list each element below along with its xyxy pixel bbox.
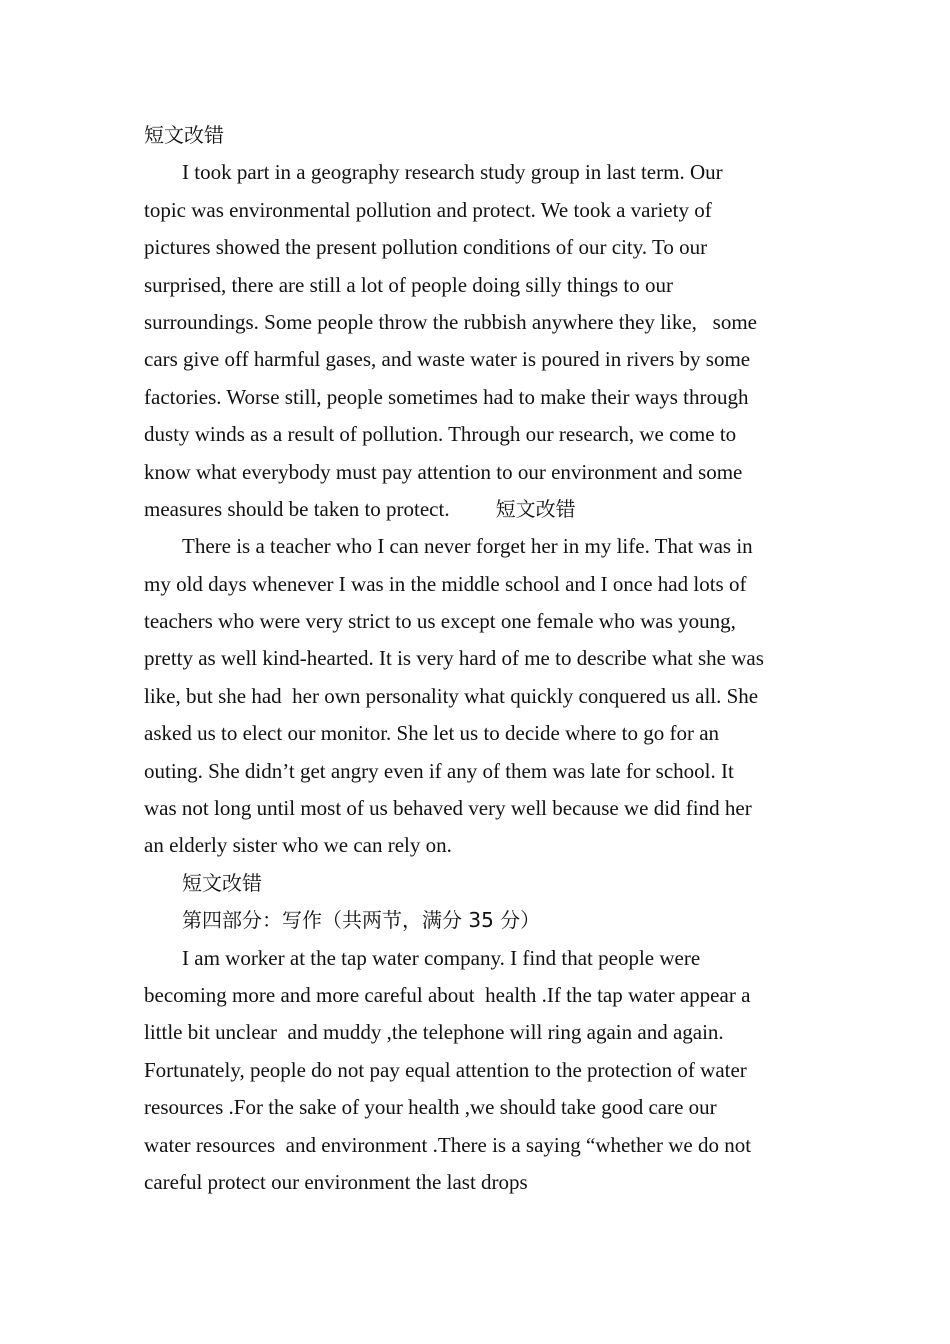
- text-line: asked us to elect our monitor. She let us to decide where to go for an: [144, 721, 720, 746]
- document-page: [144, 117, 806, 1201]
- text-line: careful protect our environment the last drops: [144, 1169, 528, 1194]
- text-line: little bit unclear and muddy ,the telephone will ring again and again.: [144, 1020, 724, 1045]
- text-line: my old days whenever I was in the middle school and I once had lots of: [144, 571, 747, 596]
- text-line: teachers who were very strict to us except one female who was young,: [144, 609, 736, 634]
- text-line: know what everybody must pay attention to our environment and some: [144, 459, 743, 484]
- text-line: measures should be taken to protect.: [144, 496, 450, 521]
- text-line: water resources and environment .There is a saying “whether we do not: [144, 1132, 752, 1157]
- text-line: There is a teacher who I can never forget her in my life. That was in: [182, 534, 753, 559]
- text-line: outing. She didn’t get angry even if any of them was late for school. It: [144, 758, 734, 783]
- text-line: an elderly sister who we can rely on.: [144, 833, 452, 858]
- text-line: pictures showed the present pollution conditions of our city. To our: [144, 235, 708, 260]
- text-line: was not long until most of us behaved very well because we did find her: [144, 796, 752, 821]
- text-line: cars give off harmful gases, and waste water is poured in rivers by some: [144, 347, 751, 372]
- text-line: Fortunately, people do not pay equal attention to the protection of water: [144, 1057, 747, 1082]
- text-line: I took part in a geography research study group in last term. Our: [182, 160, 723, 185]
- text-line: I am worker at the tap water company. I find that people were: [182, 945, 701, 970]
- inline-section-heading: 短文改错: [495, 496, 576, 521]
- text-line: factories. Worse still, people sometimes had to make their ways through: [144, 384, 749, 409]
- text-line: like, but she had her own personality what quickly conquered us all. She: [144, 683, 759, 708]
- text-line: surroundings. Some people throw the rubbish anywhere they like, some: [144, 309, 757, 334]
- text-line: dusty winds as a result of pollution. Through our research, we come to: [144, 422, 737, 447]
- section-heading: 短文改错: [182, 870, 262, 895]
- section-heading: 短文改错: [144, 123, 224, 147]
- text-line: becoming more and more careful about health .If the tap water appear a: [144, 982, 751, 1007]
- text-line: surprised, there are still a lot of people doing silly things to our: [144, 272, 673, 297]
- part-heading: 第四部分：写作（共两节，满分 35 分）: [182, 908, 541, 933]
- text-line: pretty as well kind-hearted. It is very hard of me to describe what she was: [144, 646, 764, 671]
- text-line-with-heading: [144, 491, 806, 528]
- text-line: topic was environmental pollution and protect. We took a variety of: [144, 197, 712, 222]
- text-line: resources .For the sake of your health ,we should take good care our: [144, 1095, 717, 1120]
